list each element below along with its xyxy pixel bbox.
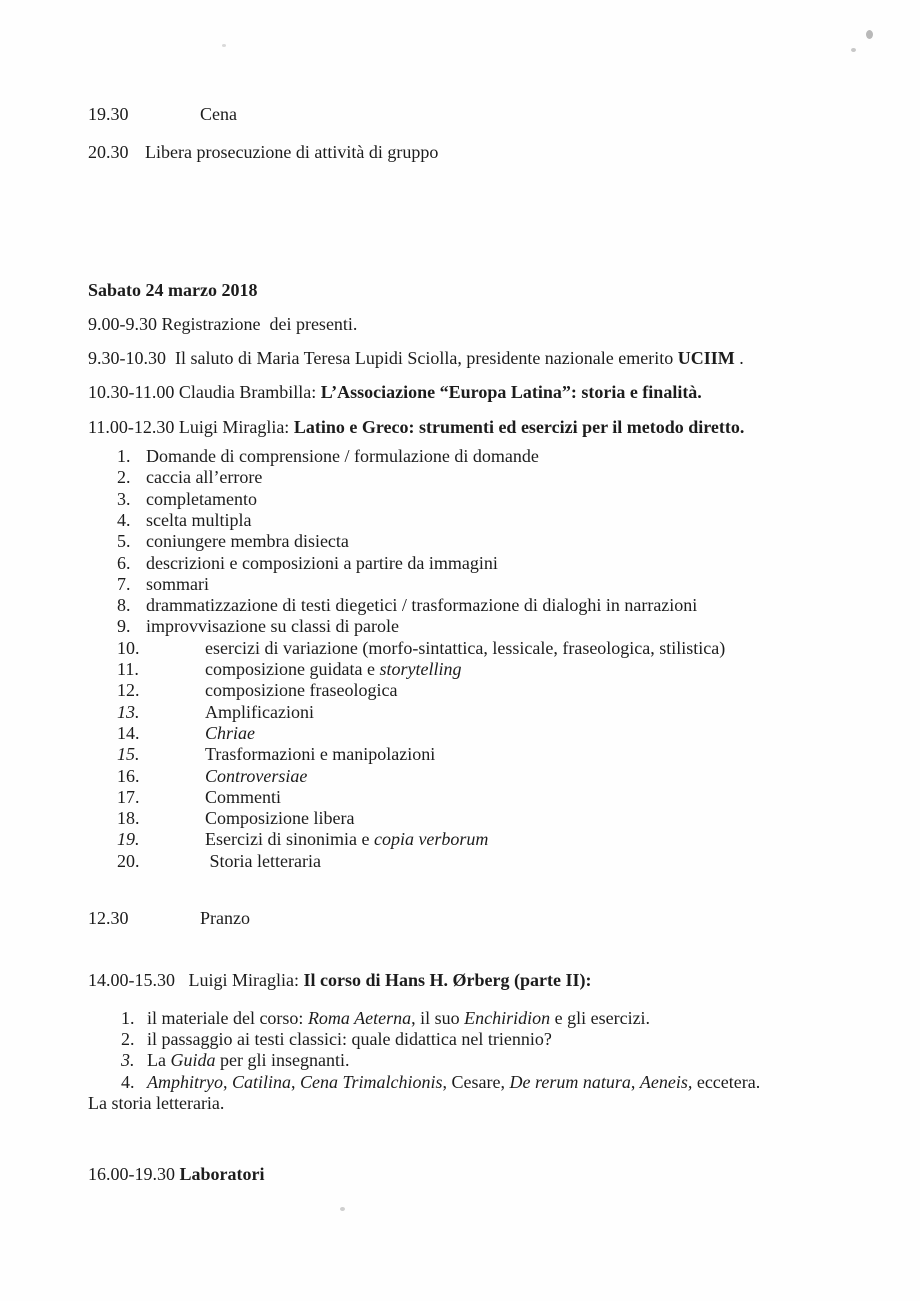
text-segment: drammatizzazione di testi diegetici / trasformazione di dialoghi in narrazioni	[146, 595, 698, 616]
list-item-text	[205, 680, 870, 701]
text-segment: copia verborum	[373, 829, 489, 850]
list-item-number: 8.	[117, 595, 131, 616]
text-segment: , Cesare,	[442, 1071, 510, 1092]
list-item-text	[205, 851, 870, 872]
list-item-text	[146, 553, 870, 574]
list-item-text	[146, 574, 870, 595]
text-segment: , il suo	[411, 1007, 465, 1028]
text-segment: UCIIM	[677, 348, 735, 369]
text-segment: Enchiridion	[464, 1007, 551, 1028]
text-segment: eccetera.	[692, 1071, 761, 1092]
scan-speck	[222, 44, 226, 47]
text-segment: completamento	[146, 488, 257, 509]
text-segment: scelta multipla	[146, 509, 252, 530]
text-segment: e gli esercizi.	[550, 1007, 651, 1028]
session-line-registration	[88, 314, 870, 335]
list-item-text	[205, 787, 870, 808]
schedule-row-evening-activities	[88, 142, 870, 163]
text-segment: Catilina	[232, 1071, 292, 1092]
text-segment: 11.00-12.30 Luigi Miraglia:	[88, 416, 294, 437]
list-item	[88, 787, 870, 808]
list-item	[88, 744, 870, 765]
list-item-number: 17.	[117, 786, 140, 807]
text-segment: Latino e Greco: strumenti ed esercizi per il metodo diretto.	[293, 416, 745, 437]
text-segment: il materiale del corso:	[147, 1007, 308, 1028]
list-item-text	[146, 467, 870, 488]
text-segment: Guida	[170, 1050, 216, 1071]
text-segment: ,	[223, 1071, 232, 1092]
text-segment: 14.00-15.30 Luigi Miraglia:	[88, 970, 304, 991]
text-segment: esercizi di variazione (morfo-sintattica, lessicale, fraseologica, stilistica)	[205, 637, 726, 658]
list-item-text	[205, 723, 870, 744]
text-segment: il passaggio ai testi classici: quale didattica nel triennio?	[147, 1028, 552, 1049]
list-item-number: 14.	[117, 722, 140, 743]
list-item-number: 5.	[117, 531, 131, 552]
course-note-line	[88, 1093, 870, 1114]
list-item-text	[205, 744, 870, 765]
text-segment: composizione guidata e	[205, 659, 380, 680]
session-line-miraglia-morning	[88, 417, 870, 438]
time-label: 20.30	[88, 142, 129, 163]
time-label: 12.30	[88, 908, 129, 929]
text-segment: Cena Trimalchionis	[300, 1071, 443, 1092]
list-item	[88, 446, 870, 467]
list-item-text	[146, 510, 870, 531]
session-line-greeting	[88, 348, 870, 369]
list-item-number: 1.	[117, 446, 131, 467]
list-item	[88, 829, 870, 850]
session-line-brambilla	[88, 382, 870, 403]
list-item-text	[146, 489, 870, 510]
list-item-number: 20.	[117, 850, 140, 871]
list-item-text	[147, 1029, 870, 1050]
text-segment: 16.00-19.30	[88, 1164, 180, 1185]
text-segment: 10.30-11.00 Claudia Brambilla:	[88, 382, 321, 403]
text-segment: coniungere membra disiecta	[146, 531, 349, 552]
list-item-number: 6.	[117, 552, 131, 573]
event-label	[145, 142, 438, 163]
text-segment: composizione fraseologica	[205, 680, 398, 701]
list-item	[88, 723, 870, 744]
list-item	[88, 616, 870, 637]
list-item	[88, 510, 870, 531]
course-points-list	[88, 1008, 870, 1093]
list-item	[88, 1050, 870, 1071]
exercise-list	[88, 446, 870, 872]
text-segment: storytelling	[379, 659, 462, 680]
text-segment: Chriae	[205, 722, 256, 743]
text-segment: Domande di comprensione / formulazione di domande	[146, 446, 539, 467]
list-item-text	[147, 1072, 870, 1093]
list-item-number: 7.	[117, 573, 131, 594]
list-item	[88, 1008, 870, 1029]
list-item	[88, 808, 870, 829]
session-line-miraglia-afternoon	[88, 970, 870, 991]
text-segment: Composizione libera	[205, 808, 355, 829]
list-item-text	[146, 446, 870, 467]
day-heading: Sabato 24 marzo 2018	[88, 279, 258, 300]
text-segment: Roma Aeterna	[307, 1007, 412, 1028]
list-item	[88, 1072, 870, 1093]
list-item-text	[205, 638, 870, 659]
list-item	[88, 467, 870, 488]
text-segment: 9.00-9.30 Registrazione dei presenti.	[88, 313, 358, 334]
scan-speck	[851, 48, 856, 52]
list-item-text	[205, 659, 870, 680]
list-item-text	[205, 808, 870, 829]
schedule-row-dinner	[88, 104, 870, 125]
list-item-number: 10.	[117, 637, 140, 658]
list-item-number: 1.	[121, 1007, 135, 1028]
list-item-number: 18.	[117, 808, 140, 829]
text-segment: Amphitryo	[147, 1071, 223, 1092]
text-segment: Aeneis,	[639, 1071, 693, 1092]
list-item	[88, 851, 870, 872]
list-item	[88, 659, 870, 680]
event-label	[200, 908, 250, 929]
event-label	[200, 104, 237, 125]
list-item-text	[205, 766, 870, 787]
text-segment: Amplificazioni	[205, 701, 314, 722]
text-segment: Libera prosecuzione di attività di gruppo	[145, 142, 439, 163]
list-item-number: 4.	[117, 509, 131, 530]
scan-speck	[866, 30, 873, 39]
text-segment: ,	[630, 1071, 640, 1092]
list-item	[88, 702, 870, 723]
list-item-number: 3.	[117, 488, 131, 509]
list-item-text	[146, 531, 870, 552]
text-segment: La	[147, 1050, 171, 1071]
text-segment: improvvisazione su classi di parole	[146, 616, 399, 637]
list-item-number: 2.	[117, 467, 131, 488]
list-item-text	[147, 1050, 870, 1071]
list-item-number: 15.	[117, 744, 140, 765]
text-segment: De rerum natura	[509, 1071, 631, 1092]
text-segment: La storia letteraria.	[88, 1092, 225, 1113]
list-item	[88, 595, 870, 616]
text-segment: Il corso di Hans H. Ørberg (parte II):	[303, 970, 592, 991]
scan-speck	[340, 1207, 345, 1211]
list-item-text	[146, 595, 870, 616]
list-item	[88, 638, 870, 659]
text-segment: 9.30-10.30 Il saluto di Maria Teresa Lupidi Sciolla, presidente nazionale emerito	[88, 348, 678, 369]
list-item-number: 11.	[117, 659, 139, 680]
text-segment: Pranzo	[200, 908, 250, 929]
list-item-number: 4.	[121, 1071, 135, 1092]
time-label: 19.30	[88, 104, 129, 124]
list-item	[88, 680, 870, 701]
schedule-row-lunch	[88, 908, 870, 929]
text-segment: Storia letteraria	[205, 850, 321, 871]
text-segment: Esercizi di sinonimia e	[205, 829, 374, 850]
text-segment: Controversiae	[205, 765, 308, 786]
list-item-text	[147, 1008, 870, 1029]
text-segment: Laboratori	[179, 1164, 265, 1185]
list-item	[88, 574, 870, 595]
list-item	[88, 531, 870, 552]
text-segment: Commenti	[205, 786, 281, 807]
text-segment: sommari	[146, 573, 209, 594]
list-item	[88, 1029, 870, 1050]
list-item-number: 3.	[121, 1050, 135, 1071]
list-item-number: 16.	[117, 765, 140, 786]
text-segment: per gli insegnanti.	[215, 1050, 350, 1071]
list-item-text	[205, 702, 870, 723]
text-segment: Trasformazioni e manipolazioni	[205, 744, 436, 765]
list-item-number: 13.	[117, 701, 140, 722]
text-segment: ,	[291, 1071, 301, 1092]
text-segment: descrizioni e composizioni a partire da immagini	[146, 552, 498, 573]
list-item-number: 9.	[117, 616, 131, 637]
list-item-number: 12.	[117, 680, 140, 701]
list-item	[88, 553, 870, 574]
text-segment: L’Associazione “Europa Latina”: storia e finalità.	[320, 382, 702, 403]
text-segment: Cena	[200, 104, 237, 124]
text-segment: .	[734, 348, 744, 369]
list-item	[88, 766, 870, 787]
list-item-text	[146, 616, 870, 637]
list-item-number: 19.	[117, 829, 140, 850]
list-item-text	[205, 829, 870, 850]
text-segment: caccia all’errore	[146, 467, 263, 488]
list-item	[88, 489, 870, 510]
list-item-number: 2.	[121, 1028, 135, 1049]
labs-line	[88, 1164, 870, 1185]
